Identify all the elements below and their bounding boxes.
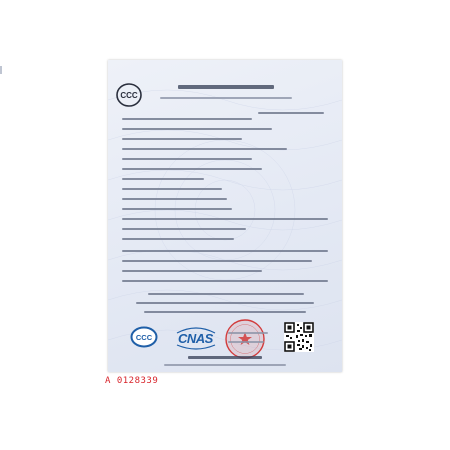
implementation-rules-line (122, 208, 232, 210)
statement-line-2 (122, 260, 312, 262)
issue-dates-line (122, 280, 328, 282)
official-seal-icon (224, 318, 266, 360)
issuing-body-line-2 (136, 302, 314, 304)
scope-line-1 (122, 218, 328, 220)
certificate-number-line (258, 112, 324, 114)
issuing-body-line-3 (144, 311, 306, 313)
report-number-line (122, 238, 234, 240)
certificate-title-line (178, 85, 274, 89)
product-name-line (122, 178, 204, 180)
cnas-logo-text: CNAS (178, 331, 213, 346)
ccc-logo-text: CCC (120, 91, 138, 100)
manufacturer-address-line (122, 148, 287, 150)
qr-code-icon (284, 322, 314, 352)
manufacturer-name-line (122, 138, 242, 140)
seal-caption-line-2 (228, 341, 264, 343)
ccc-logo-icon (130, 326, 158, 348)
seal-caption-line-1 (228, 332, 268, 334)
certificate-subtitle-line (160, 97, 292, 99)
first-issue-date-line (122, 270, 262, 272)
product-model-line (122, 188, 222, 190)
issuing-body-line-1 (148, 293, 304, 295)
cnas-logo-icon (174, 325, 218, 351)
left-edge-mark (0, 66, 2, 74)
ccc-logo-icon (116, 82, 142, 108)
holder-name-line (122, 118, 252, 120)
factory-name-line (122, 158, 252, 160)
standard-line (122, 198, 227, 200)
ccc-logo-bottom-text: CCC (135, 333, 153, 342)
footer-address-line (164, 364, 286, 366)
certificate-document (108, 60, 342, 372)
footer-issuer-line (188, 356, 262, 359)
statement-line-1 (122, 250, 328, 252)
scope-line-2 (122, 228, 246, 230)
holder-address-line (122, 128, 272, 130)
serial-number: A 0128339 (105, 376, 159, 386)
factory-address-line (122, 168, 262, 170)
